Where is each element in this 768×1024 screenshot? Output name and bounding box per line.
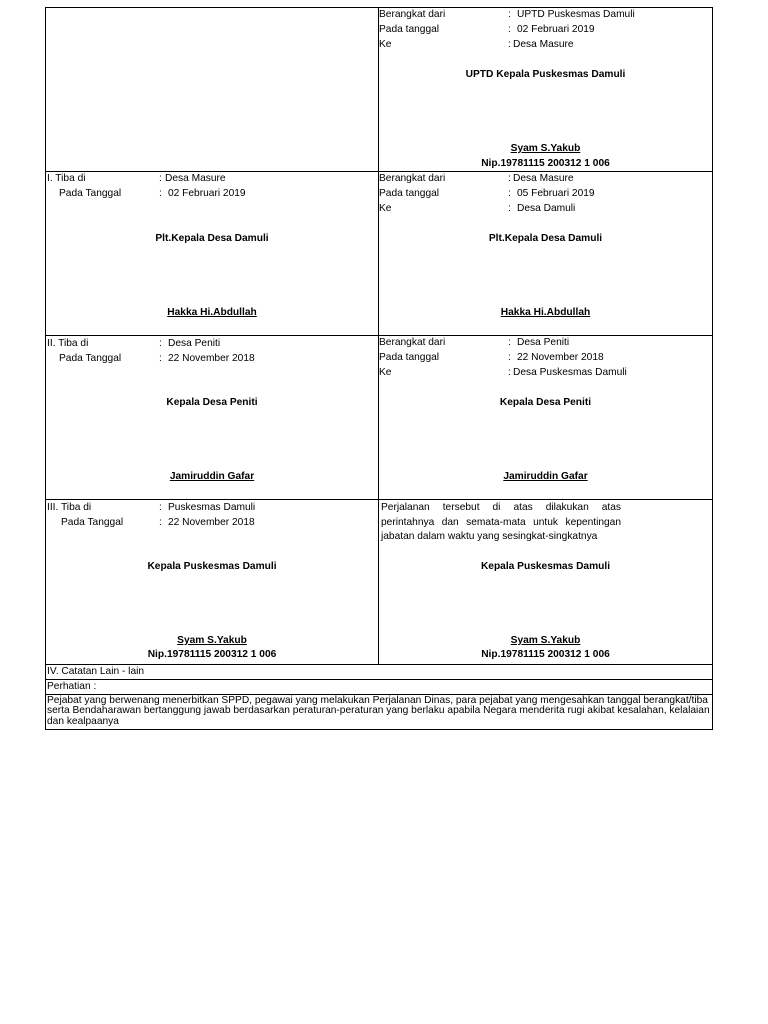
- arrival-row: [46, 337, 378, 351]
- official-title: UPTD Kepala Puskesmas Damuli: [465, 69, 626, 80]
- destination-colon: :: [508, 39, 511, 50]
- date-value: 02 Februari 2019: [517, 24, 595, 35]
- departure-value: Desa Masure: [513, 173, 574, 184]
- date-label: Pada tanggal: [379, 24, 440, 35]
- arrival-value: Desa Peniti: [168, 338, 221, 349]
- arrival-date-colon: :: [159, 188, 162, 199]
- arrival-date-row: [46, 352, 378, 366]
- signature-nip: Nip.19781115 200312 1 006: [481, 649, 610, 660]
- departure-value: UPTD Puskesmas Damuli: [517, 9, 635, 20]
- signature-name: Jamiruddin Gafar: [503, 471, 588, 482]
- section-1-left-empty: [46, 8, 379, 171]
- signature-name: Hakka Hi.Abdullah: [500, 307, 591, 318]
- date-colon: :: [508, 352, 511, 363]
- section-4: [46, 500, 712, 665]
- departure-colon: :: [508, 9, 511, 20]
- section-1-departure: [379, 8, 712, 171]
- statement-line: Perjalanan tersebut di atas dilakukan atas: [381, 502, 621, 513]
- date-value: 22 November 2018: [517, 352, 604, 363]
- section-4-statement: [379, 500, 712, 664]
- destination-row: [379, 38, 712, 52]
- date-row: [379, 23, 712, 37]
- section-2-arrival: [46, 172, 379, 335]
- departure-label: Berangkat dari: [379, 173, 446, 184]
- arrival-value: Puskesmas Damuli: [168, 502, 256, 513]
- arrival-date-colon: :: [159, 517, 162, 528]
- destination-label: Ke: [379, 367, 392, 378]
- signature-nip: Nip.19781115 200312 1 006: [147, 649, 277, 660]
- arrival-date-value: 02 Februari 2019: [168, 188, 246, 199]
- official-title: Plt.Kepala Desa Damuli: [488, 233, 603, 244]
- arrival-date-value: 22 November 2018: [168, 517, 255, 528]
- destination-value: Desa Damuli: [517, 203, 576, 214]
- arrival-label: I. Tiba di: [47, 173, 86, 184]
- date-value: 05 Februari 2019: [517, 188, 595, 199]
- perhatian-paragraph: Pejabat yang berwenang menerbitkan SPPD, pegawai yang melakukan Perjalanan Dinas, para pejabat yang mengesahkan tanggal berangkat/tiba serta Bendaharawan bertanggung jawab berdasarkan peraturan-peraturan yang berlaku apabila Negara menderita rugi akibat kesalahan, kelalaian dan kealpaanya: [47, 695, 710, 727]
- arrival-label: II. Tiba di: [47, 338, 89, 349]
- date-colon: :: [508, 188, 511, 199]
- destination-value: Desa Masure: [513, 39, 574, 50]
- departure-label: Berangkat dari: [379, 9, 446, 20]
- destination-colon: :: [508, 367, 511, 378]
- section-2: [46, 172, 712, 336]
- departure-label: Berangkat dari: [379, 337, 446, 348]
- arrival-colon: :: [159, 173, 162, 184]
- arrival-row: [46, 172, 378, 186]
- departure-row: [379, 336, 712, 350]
- date-row: [379, 351, 712, 365]
- official-title: Kepala Desa Peniti: [499, 397, 592, 408]
- signature-name: Hakka Hi.Abdullah: [167, 307, 257, 318]
- arrival-date-row: [46, 516, 378, 530]
- destination-label: Ke: [379, 39, 392, 50]
- arrival-date-label: Pada Tanggal: [59, 353, 122, 364]
- destination-value: Desa Puskesmas Damuli: [513, 367, 627, 378]
- destination-colon: :: [508, 203, 511, 214]
- arrival-colon: :: [159, 338, 162, 349]
- departure-colon: :: [508, 173, 511, 184]
- section-3-departure: [379, 336, 712, 499]
- statement-line: perintahnya dan semata-mata untuk kepentingan: [381, 517, 621, 528]
- official-title: Plt.Kepala Desa Damuli: [155, 233, 269, 244]
- arrival-date-label: Pada Tanggal: [61, 517, 124, 528]
- arrival-label: III. Tiba di: [47, 502, 92, 513]
- section-3: [46, 336, 712, 500]
- statement-line: jabatan dalam waktu yang sesingkat-singkatnya: [381, 531, 598, 542]
- departure-value: Desa Peniti: [517, 337, 570, 348]
- official-title: Kepala Puskesmas Damuli: [480, 561, 611, 572]
- catatan-lain-row: IV. Catatan Lain - lain: [46, 665, 712, 680]
- signature-name: Syam S.Yakub: [510, 143, 581, 154]
- arrival-colon: :: [159, 502, 162, 513]
- official-title: Kepala Desa Peniti: [166, 397, 258, 408]
- departure-row: [379, 172, 712, 186]
- destination-row: [379, 202, 712, 216]
- arrival-date-label: Pada Tanggal: [59, 188, 122, 199]
- perhatian-row: Perhatian :: [46, 680, 712, 695]
- section-3-arrival: [46, 336, 379, 499]
- destination-row: [379, 366, 712, 380]
- date-row: [379, 187, 712, 201]
- signature-name: Syam S.Yakub: [177, 635, 247, 646]
- section-2-departure: [379, 172, 712, 335]
- date-label: Pada tanggal: [379, 188, 440, 199]
- arrival-row: [46, 501, 378, 515]
- arrival-value: Desa Masure: [165, 173, 226, 184]
- section-1: [46, 8, 712, 172]
- official-title: Kepala Puskesmas Damuli: [147, 561, 277, 572]
- sppd-form: [45, 7, 713, 730]
- signature-nip: Nip.19781115 200312 1 006: [481, 158, 610, 169]
- arrival-date-value: 22 November 2018: [168, 353, 255, 364]
- date-label: Pada tanggal: [379, 352, 440, 363]
- signature-name: Jamiruddin Gafar: [169, 471, 255, 482]
- section-4-arrival: [46, 500, 379, 664]
- arrival-date-row: [46, 187, 378, 201]
- departure-colon: :: [508, 337, 511, 348]
- signature-name: Syam S.Yakub: [510, 635, 581, 646]
- departure-row: [379, 8, 712, 22]
- date-colon: :: [508, 24, 511, 35]
- arrival-date-colon: :: [159, 353, 162, 364]
- destination-label: Ke: [379, 203, 392, 214]
